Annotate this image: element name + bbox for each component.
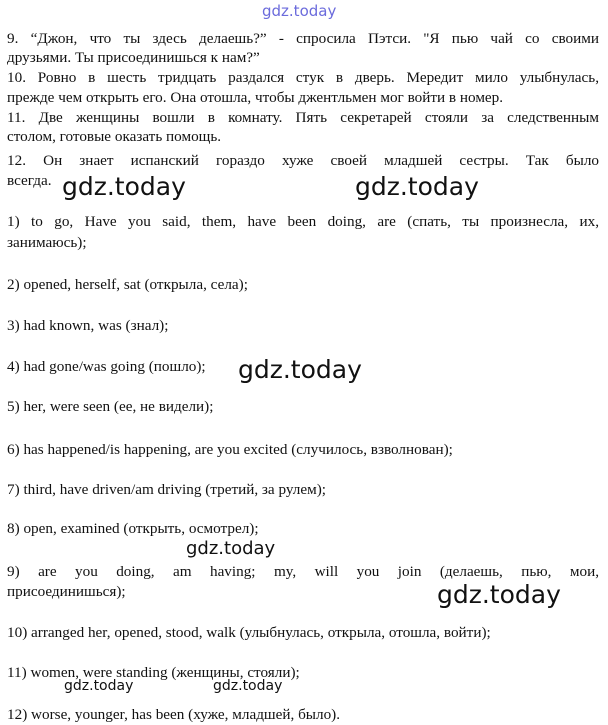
sentence-10-line-2: прежде чем открыть его. Она отошла, чтобы джентльмен мог войти в номер. xyxy=(7,89,504,106)
sentence-9-line-1: 9. “Джон, что ты здесь делаешь?” - спросила Пэтси. "Я пью чай со своими xyxy=(7,30,599,47)
watermark: gdz.today xyxy=(62,172,186,201)
watermark: gdz.today xyxy=(186,538,276,559)
answer-5: 5) her, were seen (ее, не видели); xyxy=(7,398,214,415)
answer-9-line-2: присоединишься); xyxy=(7,583,126,600)
answer-8: 8) open, examined (открыть, осмотрел); xyxy=(7,520,259,537)
sentence-12-line-2: всегда. xyxy=(7,172,52,189)
answer-4: 4) had gone/was going (пошло); xyxy=(7,358,206,375)
answer-10: 10) arranged her, opened, stood, walk (улыбнулась, открыла, отошла, войти); xyxy=(7,624,491,641)
sentence-11-line-1: 11. Две женщины вошли в комнату. Пять секретарей стояли за следственным xyxy=(7,109,599,126)
sentence-9-line-2: друзьями. Ты присоединишься к нам?” xyxy=(7,49,260,66)
answer-2: 2) opened, herself, sat (открыла, села); xyxy=(7,276,248,293)
sentence-11-line-2: столом, готовые оказать помощь. xyxy=(7,128,222,145)
answer-1-line-1: 1) to go, Have you said, them, have been doing, are (спать, ты произнесла, их, xyxy=(7,213,599,230)
watermark: gdz.today xyxy=(213,678,283,694)
answer-6: 6) has happened/is happening, are you excited (случилось, взволнован); xyxy=(7,441,453,458)
answer-3: 3) had known, was (знал); xyxy=(7,317,169,334)
answer-12: 12) worse, younger, has been (хуже, младшей, было). xyxy=(7,706,341,723)
watermark: gdz.today xyxy=(355,172,479,201)
answer-11: 11) women, were standing (женщины, стояли); xyxy=(7,664,300,681)
watermark: gdz.today xyxy=(437,580,561,609)
watermark: gdz.today xyxy=(64,678,134,694)
header-watermark: gdz.today xyxy=(262,2,337,20)
sentence-10-line-1: 10. Ровно в шесть тридцать раздался стук в дверь. Мередит мило улыбнулась, xyxy=(7,69,599,86)
sentence-12-line-1: 12. Он знает испанский гораздо хуже своей младшей сестры. Так было xyxy=(7,152,599,169)
watermark: gdz.today xyxy=(238,355,362,384)
answer-1-line-2: занимаюсь); xyxy=(7,234,87,251)
answer-9-line-1: 9) are you doing, am having; my, will you join (делаешь, пью, мои, xyxy=(7,563,599,580)
answer-7: 7) third, have driven/am driving (третий, за рулем); xyxy=(7,481,326,498)
